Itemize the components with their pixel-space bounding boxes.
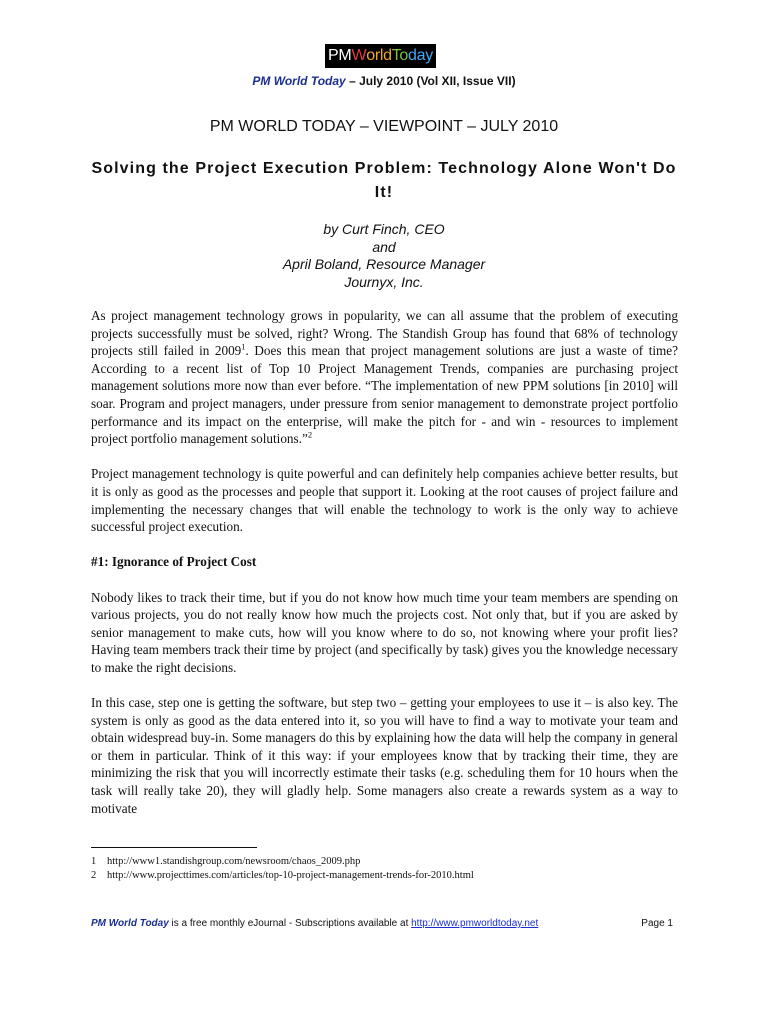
issue-magazine-name: PM World Today xyxy=(252,74,346,88)
byline-author-2: April Boland, Resource Manager xyxy=(282,256,486,272)
section-heading: #1: Ignorance of Project Cost xyxy=(91,554,257,570)
byline xyxy=(0,221,768,291)
footer-text: PM World Today is a free monthly eJournal - Subscriptions available at http://www.pmworldtoday.net xyxy=(91,918,539,929)
paragraph-3: Nobody likes to track their time, but if you do not know how much time your team members are spending on various projects, you do not really know how much the projects cost. Not only that, but if you are asked by senior management to make cuts, how will you know where to do so, not knowing where your profit lies? Having team members track their time by project (and specifically by task) gives you the knowledge necessary to make the right decisions. xyxy=(91,589,678,675)
paragraph-1: As project management technology grows in popularity, we can all assume that the problem of executing projects successfully must be solved, right? Wrong. The Standish Group has found that 68% of technology projects still failed in 2009$^1$. Does this mean that project management solutions are just a waste of time? According to a recent list of Top 10 Project Management Trends, companies are purchasing project management solutions more now than ever before. “The implementation of new PPM solutions [in 2010] will soar. Program and project managers, under pressure from senior management to demonstrate project portfolio performance and its impact on the enterprise, will make the pitch for - and win - resources to implement project portfolio management solutions.”$^2$ xyxy=(91,308,679,447)
issue-details: – July 2010 (Vol XII, Issue VII) xyxy=(345,74,516,88)
byline-and: and xyxy=(372,238,396,255)
footnote-number: 2 xyxy=(91,870,97,881)
footnote-ref-1: 1 xyxy=(241,341,246,352)
paragraph-2: Project management technology is quite powerful and can definitely help companies achieve better results, but it is only as good as the processes and people that support it. Looking at the root causes of project failure and implementing the necessary changes that will enable the technology to work is the only way to achieve successful project execution. xyxy=(91,466,678,535)
footnote-ref-2: 2 xyxy=(307,429,313,440)
footnote-item xyxy=(91,869,691,883)
footnote-item xyxy=(91,855,691,869)
subscription-link[interactable]: http://www.pmworldtoday.net xyxy=(411,918,539,929)
article-title: Solving the Project Execution Problem: Technology Alone Won't Do It! xyxy=(91,160,677,201)
pm-world-today-logo: PM W orld To day xyxy=(325,44,436,68)
page-number: Page 1 xyxy=(641,918,673,929)
footnote-url: http://www.projecttimes.com/articles/top-10-project-management-trends-for-2010.html xyxy=(107,870,474,881)
issue-line xyxy=(0,74,768,88)
byline-company: Journyx, Inc. xyxy=(344,273,424,290)
footer-magazine-name: PM World Today xyxy=(91,918,169,929)
viewpoint-heading: PM WORLD TODAY – VIEWPOINT – JULY 2010 xyxy=(209,118,559,135)
page-footer xyxy=(91,918,673,929)
paragraph-4: In this case, step one is getting the software, but step two – getting your employees to use it – is also key. The system is only as good as the data entered into it, so you will have to find a way to motivate your team and obtain widespread buy-in. Some managers do this by explaining how the data will help the company in general or them in particular. Think of it this way: if your employees know that by tracking their time, they are minimizing the risk that you will incorrectly estimate their tasks (e.g. scheduling them for 10 hours when the task will really take 20), they will gladly help. Some managers also create a rewards system as a way to motivate xyxy=(91,695,678,816)
byline-author-1: by Curt Finch, CEO xyxy=(323,221,445,237)
footnote-url: http://www1.standishgroup.com/newsroom/chaos_2009.php xyxy=(107,856,361,867)
footnote-number: 1 xyxy=(91,856,97,867)
footnote-divider xyxy=(91,847,257,848)
footnotes xyxy=(91,855,691,883)
article-body xyxy=(91,307,678,835)
